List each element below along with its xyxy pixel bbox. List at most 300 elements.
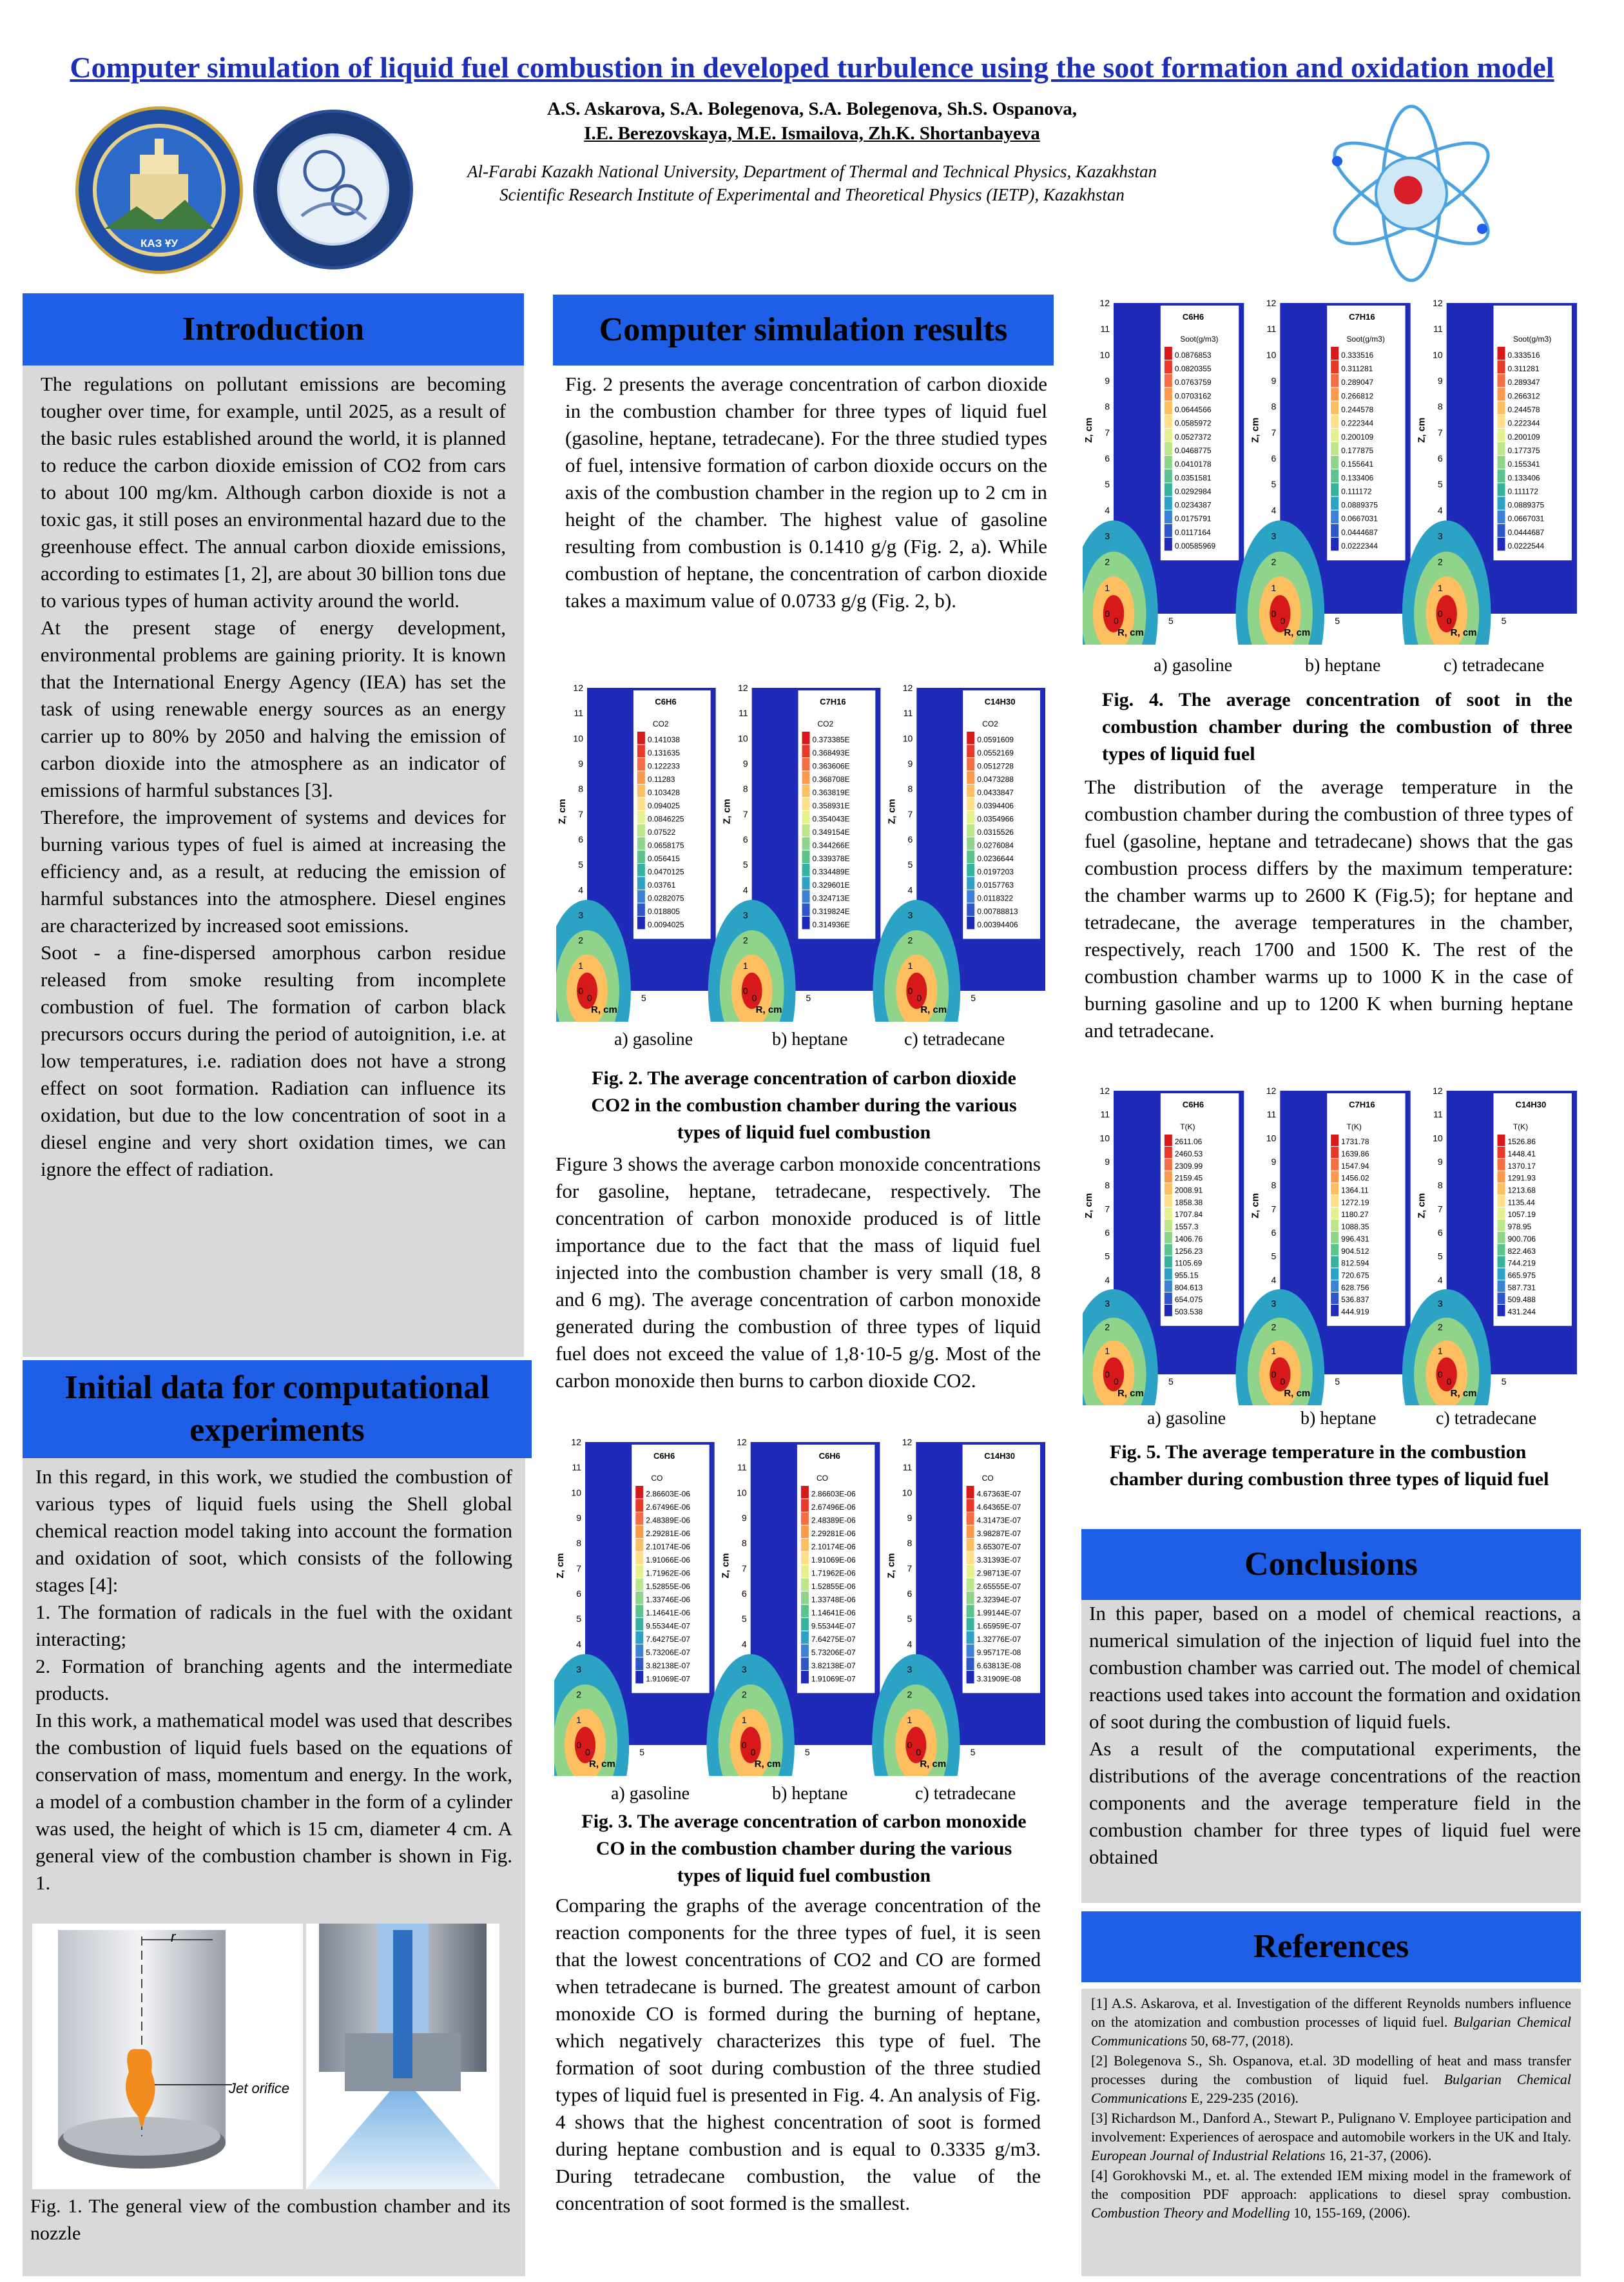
legend-swatch xyxy=(967,1565,974,1577)
y-tick-label: 5 xyxy=(1105,479,1110,490)
legend-swatch xyxy=(967,903,974,915)
legend-swatch xyxy=(1498,387,1505,400)
legend-swatch xyxy=(802,850,810,863)
legend-swatch xyxy=(1498,360,1505,373)
legend-level-label: 0.0470125 xyxy=(647,867,684,877)
contour-panel xyxy=(1236,298,1411,645)
legend-swatch xyxy=(1165,1232,1172,1243)
legend-level-label: 9.55344E-07 xyxy=(646,1621,690,1631)
x-tick-label: 0 xyxy=(1280,1376,1286,1387)
legend-level-label: 0.324713E xyxy=(812,893,850,903)
legend-level-label: 0.0889375 xyxy=(1507,500,1545,510)
y-tick-label: 7 xyxy=(1271,427,1277,438)
legend-level-label: 1.91069E-07 xyxy=(811,1674,856,1684)
y-tick-label: 11 xyxy=(1100,324,1110,335)
y-tick-label: 5 xyxy=(907,859,913,870)
y-tick-label: 12 xyxy=(902,1437,913,1447)
y-tick-label: 11 xyxy=(1433,1109,1443,1120)
legend-swatch xyxy=(967,877,974,889)
legend-level-label: 0.289047 xyxy=(1341,378,1374,387)
legend-swatch xyxy=(1331,1268,1339,1280)
legend-swatch xyxy=(1165,360,1172,373)
y-tick-label: 11 xyxy=(572,1462,581,1473)
x-tick-label: 5 xyxy=(1168,1376,1174,1387)
legend-swatch xyxy=(1331,347,1339,360)
legend-swatch xyxy=(801,1592,809,1604)
x-tick-label: 0 xyxy=(1114,1376,1119,1387)
legend-title: CO2 xyxy=(652,719,669,728)
y-tick-label: 4 xyxy=(576,1639,581,1650)
legend-level-label: 1.14641E-06 xyxy=(646,1608,690,1617)
legend-swatch xyxy=(1165,456,1172,469)
legend-level-label: 509.488 xyxy=(1507,1295,1536,1305)
y-tick-label: 12 xyxy=(1099,298,1110,308)
fig4-label-c: c) tetradecane xyxy=(1444,656,1545,676)
legend-level-label: 1.99144E-07 xyxy=(976,1608,1021,1617)
y-tick-label: 4 xyxy=(1271,505,1277,516)
legend-level-label: 0.0351581 xyxy=(1174,473,1212,483)
reference-3: [3] Richardson M., Danford A., Stewart P., Pulignano V. Employee participation and involvement: Experiences of aerospace and automobile workers in the UK and Italy. European Journal of Industrial Relations 16, 21-37, (2006). xyxy=(1091,2110,1571,2163)
y-tick-label: 4 xyxy=(578,884,583,895)
legend-level-label: 0.0444687 xyxy=(1341,527,1378,537)
y-tick-label: 8 xyxy=(1437,401,1443,412)
y-tick-label: 12 xyxy=(902,683,913,693)
y-tick-label: 3 xyxy=(907,910,913,921)
y-tick-label: 8 xyxy=(576,1537,581,1548)
legend-level-label: 4.67363E-07 xyxy=(976,1489,1021,1499)
y-tick-label: 10 xyxy=(1266,1133,1277,1144)
legend-level-label: 1.14641E-06 xyxy=(811,1608,856,1617)
legend-swatch xyxy=(1331,387,1339,400)
y-tick-label: 4 xyxy=(907,1639,913,1650)
x-tick-label: 5 xyxy=(1501,1376,1507,1387)
legend-title: CO xyxy=(651,1474,663,1483)
y-tick-label: 8 xyxy=(578,783,583,794)
y-tick-label: 6 xyxy=(1437,453,1443,463)
legend-level-label: 1291.93 xyxy=(1507,1173,1536,1183)
legend-level-label: 0.0175791 xyxy=(1174,514,1212,523)
legend-swatch xyxy=(1331,1280,1339,1292)
legend-level-label: 2.86603E-06 xyxy=(646,1489,690,1499)
legend-level-label: 0.363819E xyxy=(812,788,850,797)
y-tick-label: 0 xyxy=(741,1740,747,1750)
legend-level-label: 1057.19 xyxy=(1507,1210,1536,1220)
legend-level-label: 654.075 xyxy=(1174,1295,1203,1305)
y-tick-label: 3 xyxy=(1271,531,1277,541)
x-tick-label: 0 xyxy=(916,1747,922,1757)
y-tick-label: 12 xyxy=(1433,298,1443,308)
legend-level-label: 3.82138E-07 xyxy=(811,1661,856,1670)
legend-level-label: 0.0315526 xyxy=(977,827,1014,837)
legend-title: CO xyxy=(817,1474,829,1483)
legend-swatch xyxy=(1331,1305,1339,1316)
atom-icon xyxy=(1318,100,1505,287)
legend-swatch xyxy=(1331,469,1339,482)
legend-level-label: 2.29281E-06 xyxy=(811,1528,856,1538)
y-tick-label: 5 xyxy=(1437,479,1443,490)
legend-level-label: 3.31909E-08 xyxy=(976,1674,1021,1684)
legend-level-label: 2.67496E-06 xyxy=(646,1502,690,1512)
legend-swatch xyxy=(1498,1195,1505,1207)
legend-level-label: 0.222344 xyxy=(1341,418,1374,428)
y-tick-label: 1 xyxy=(742,960,748,971)
legend-level-label: 812.594 xyxy=(1341,1258,1369,1268)
legend-swatch xyxy=(635,1671,643,1683)
fig4-label-a: a) gasoline xyxy=(1154,656,1233,676)
legend-level-label: 0.289347 xyxy=(1507,378,1540,387)
legend-swatch xyxy=(635,1578,643,1590)
legend-swatch xyxy=(1165,347,1172,360)
y-tick-label: 5 xyxy=(1271,1251,1277,1262)
y-tick-label: 0 xyxy=(1105,609,1110,619)
legend-swatch xyxy=(967,917,974,929)
y-tick-label: 10 xyxy=(1266,349,1277,360)
contour-figure xyxy=(1083,1083,1582,1405)
legend-level-label: 0.155341 xyxy=(1507,460,1540,469)
panel-title: C14H30 xyxy=(984,1451,1015,1461)
legend-level-label: 0.311281 xyxy=(1507,364,1540,374)
y-tick-label: 9 xyxy=(741,1512,747,1523)
legend-swatch xyxy=(1498,1292,1505,1304)
y-tick-label: 7 xyxy=(578,808,583,819)
initial-paragraph-3: 2. Formation of branching agents and the intermediate products. xyxy=(35,1655,512,1704)
legend-level-label: 1731.78 xyxy=(1341,1137,1369,1147)
y-tick-label: 7 xyxy=(907,808,913,819)
references-body xyxy=(1081,1989,1581,2276)
legend-level-label: 5.73206E-07 xyxy=(811,1648,856,1657)
x-tick-label: 5 xyxy=(641,993,646,1003)
y-tick-label: 0 xyxy=(578,986,583,996)
legend-swatch xyxy=(1498,1256,1505,1268)
legend-swatch xyxy=(1331,1256,1339,1268)
x-tick-label: 5 xyxy=(639,1747,645,1757)
legend-level-label: 0.244578 xyxy=(1507,405,1540,414)
legend-swatch xyxy=(635,1644,643,1657)
y-tick-label: 12 xyxy=(1266,298,1277,308)
y-tick-label: 5 xyxy=(1105,1251,1110,1262)
fig2-caption-text: Fig. 2. The average concentration of carbon dioxide CO2 in the combustion chamber during the various types of liquid fuel combustion xyxy=(591,1068,1017,1143)
fig5-label-c: c) tetradecane xyxy=(1436,1409,1537,1429)
legend-swatch xyxy=(967,732,974,744)
y-tick-label: 0 xyxy=(742,986,748,996)
y-tick-label: 7 xyxy=(1437,427,1443,438)
panel-title: C7H16 xyxy=(1349,312,1375,322)
y-tick-label: 5 xyxy=(578,859,583,870)
y-tick-label: 7 xyxy=(741,1563,747,1574)
fig3-label-c: c) tetradecane xyxy=(915,1784,1016,1804)
x-tick-label: 0 xyxy=(587,993,592,1003)
legend-swatch xyxy=(802,732,810,744)
y-axis-label: Z, cm xyxy=(886,799,898,824)
y-tick-label: 5 xyxy=(1271,479,1277,490)
references-heading: References xyxy=(1253,1928,1409,1965)
legend-swatch xyxy=(802,771,810,783)
legend-swatch xyxy=(802,745,810,757)
legend-swatch xyxy=(967,824,974,836)
y-tick-label: 9 xyxy=(1105,375,1110,386)
legend-level-label: 1088.35 xyxy=(1341,1222,1369,1232)
legend-swatch xyxy=(801,1644,809,1657)
legend-level-label: 0.363606E xyxy=(812,761,850,771)
legend-level-label: 2.32394E-07 xyxy=(976,1595,1021,1604)
legend-swatch xyxy=(1331,524,1339,537)
x-axis-label: R, cm xyxy=(1117,627,1144,638)
y-tick-label: 6 xyxy=(742,834,748,844)
x-tick-label: 5 xyxy=(1168,616,1174,626)
x-tick-label: 0 xyxy=(1114,616,1119,626)
legend-level-label: 978.95 xyxy=(1507,1222,1532,1232)
legend-swatch xyxy=(1498,1135,1505,1146)
legend-level-label: 0.0222544 xyxy=(1507,541,1545,551)
y-tick-label: 8 xyxy=(1271,1180,1277,1191)
legend-level-label: 0.00788813 xyxy=(977,906,1018,916)
legend-level-label: 0.0658175 xyxy=(647,841,684,850)
panel-title: C7H16 xyxy=(1349,1100,1375,1109)
legend-swatch xyxy=(967,1618,974,1630)
legend-swatch xyxy=(635,1512,643,1525)
authors-line-2: I.E. Berezovskaya, M.E. Ismailova, Zh.K. Shortanbayeva xyxy=(584,123,1040,144)
legend-level-label: 1256.23 xyxy=(1174,1246,1203,1256)
fig1-chamber-drawing xyxy=(32,1924,303,2189)
legend-level-label: 0.133406 xyxy=(1341,473,1374,483)
y-tick-label: 12 xyxy=(737,1437,747,1447)
legend-swatch xyxy=(1165,1195,1172,1207)
legend-swatch xyxy=(801,1539,809,1551)
legend-swatch xyxy=(1498,1268,1505,1280)
university-logo-text: КАЗ ҰУ xyxy=(140,237,179,249)
legend-level-label: 3.31393E-07 xyxy=(976,1555,1021,1565)
legend-level-label: 1364.11 xyxy=(1341,1185,1369,1195)
fig5-label-b: b) heptane xyxy=(1300,1409,1377,1429)
legend-title: T(K) xyxy=(1513,1122,1529,1131)
legend-swatch xyxy=(635,1592,643,1604)
legend-swatch xyxy=(801,1486,809,1498)
y-tick-label: 10 xyxy=(1433,349,1443,360)
legend-swatch xyxy=(1165,497,1172,510)
legend-swatch xyxy=(967,1657,974,1670)
fig2-label-b: b) heptane xyxy=(772,1029,848,1049)
y-tick-label: 6 xyxy=(907,1588,913,1599)
y-axis-label: Z, cm xyxy=(1250,1193,1261,1218)
legend-swatch xyxy=(1165,1135,1172,1146)
legend-level-label: 1.33746E-06 xyxy=(646,1595,690,1604)
y-tick-label: 1 xyxy=(907,960,913,971)
initial-paragraph-2: 1. The formation of radicals in the fuel with the oxidant interacting; xyxy=(35,1601,512,1650)
legend-swatch xyxy=(637,917,645,929)
legend-level-label: 0.00394406 xyxy=(977,920,1018,930)
legend-level-label: 431.244 xyxy=(1507,1307,1536,1317)
x-axis-label: R, cm xyxy=(1117,1388,1144,1399)
y-tick-label: 9 xyxy=(1105,1156,1110,1167)
legend-level-label: 5.73206E-07 xyxy=(646,1648,690,1657)
y-tick-label: 6 xyxy=(1271,1227,1277,1238)
legend-level-label: 1.65959E-07 xyxy=(976,1621,1021,1631)
legend-swatch xyxy=(1165,402,1172,414)
legend-swatch xyxy=(1498,347,1505,360)
legend-level-label: 1105.69 xyxy=(1174,1258,1203,1268)
legend-level-label: 0.111172 xyxy=(1341,487,1372,496)
contour-panel xyxy=(1236,1086,1411,1405)
legend-swatch xyxy=(1498,483,1505,496)
y-tick-label: 1 xyxy=(907,1714,913,1725)
legend-swatch xyxy=(967,785,974,797)
legend-level-label: 9.55344E-07 xyxy=(811,1621,856,1631)
legend-swatch xyxy=(1331,1147,1339,1158)
legend-level-label: 0.0234387 xyxy=(1174,500,1212,510)
y-tick-label: 10 xyxy=(1433,1133,1443,1144)
legend-swatch xyxy=(801,1657,809,1670)
legend-swatch xyxy=(1165,1207,1172,1219)
legend-level-label: 1.52855E-06 xyxy=(646,1581,690,1591)
fig4-soot-charts xyxy=(1083,295,1582,645)
legend-swatch xyxy=(801,1578,809,1590)
y-tick-label: 5 xyxy=(742,859,748,870)
legend-level-label: 0.0197203 xyxy=(977,867,1014,877)
legend-level-label: 0.334489E xyxy=(812,867,850,877)
y-axis-label: Z, cm xyxy=(1416,417,1427,443)
legend-swatch xyxy=(1165,374,1172,387)
fig2-label-c: c) tetradecane xyxy=(904,1029,1005,1049)
legend-level-label: 0.0703162 xyxy=(1174,391,1212,401)
y-tick-label: 2 xyxy=(742,935,748,946)
y-tick-label: 11 xyxy=(1100,1109,1110,1120)
y-axis-label: Z, cm xyxy=(555,1553,566,1579)
legend-level-label: 2159.45 xyxy=(1174,1173,1203,1183)
legend-level-label: 1707.84 xyxy=(1174,1210,1203,1220)
legend-swatch xyxy=(1498,374,1505,387)
legend-swatch xyxy=(637,745,645,757)
y-axis-label: Z, cm xyxy=(720,1553,731,1579)
legend-level-label: 1.91066E-06 xyxy=(646,1555,690,1565)
legend-level-label: 0.018805 xyxy=(647,906,680,916)
legend-level-label: 2460.53 xyxy=(1174,1149,1203,1158)
y-tick-label: 7 xyxy=(1105,1204,1110,1214)
legend-swatch xyxy=(1165,1171,1172,1183)
legend-level-label: 1272.19 xyxy=(1341,1198,1369,1207)
legend-level-label: 0.0094025 xyxy=(647,920,684,930)
legend-level-label: 1180.27 xyxy=(1341,1210,1369,1220)
y-tick-label: 2 xyxy=(1271,556,1277,567)
fig3-caption-text: Fig. 3. The average concentration of carbon monoxide CO in the combustion chamber during the various types of liquid fuel combustion xyxy=(581,1811,1027,1886)
legend-swatch xyxy=(1331,442,1339,455)
authors xyxy=(361,97,1263,146)
y-tick-label: 6 xyxy=(1271,453,1277,463)
legend-level-label: 0.0527372 xyxy=(1174,432,1212,442)
legend-swatch xyxy=(635,1499,643,1511)
legend-level-label: 0.155641 xyxy=(1341,460,1374,469)
results-paragraph-1: Fig. 2 presents the average concentration of carbon dioxide in the combustion chamber for three types of liquid fuel (gasoline, heptane, tetradecane). For the three studied types of fuel, intensive formation of carbon dioxide occurs on the axis of the combustion chamber in the region up to 2 cm in height of the chamber. The highest value of gasoline resulting from combustion is 0.1410 g/g (Fig. 2, a). While combustion of heptane, the concentration of carbon dioxide takes a maximum value of 0.0733 g/g (Fig. 2, b). xyxy=(565,373,1047,612)
y-tick-label: 11 xyxy=(1433,324,1443,335)
y-tick-label: 2 xyxy=(907,1689,913,1700)
legend-title: Soot(g/m3) xyxy=(1180,335,1219,344)
legend-swatch xyxy=(1331,483,1339,496)
x-tick-label: 0 xyxy=(1446,616,1452,626)
x-tick-label: 0 xyxy=(751,993,757,1003)
fig1-caption: Fig. 1. The general view of the combustion chamber and its nozzle xyxy=(30,2196,510,2244)
conclusions-paragraph-2: As a result of the computational experiments, the distributions of the average concentrations of the reaction components and the average temperature field in the combustion chamber for three types of liquid fuel were obtained xyxy=(1089,1737,1581,1868)
legend-level-label: 0.0889375 xyxy=(1341,500,1378,510)
y-tick-label: 1 xyxy=(1271,582,1277,593)
legend-level-label: 0.0552169 xyxy=(977,748,1014,757)
x-tick-label: 5 xyxy=(1501,616,1507,626)
legend-swatch xyxy=(801,1525,809,1537)
y-tick-label: 7 xyxy=(1271,1204,1277,1214)
y-tick-label: 0 xyxy=(576,1740,581,1750)
legend-swatch xyxy=(635,1618,643,1630)
y-tick-label: 2 xyxy=(576,1689,581,1700)
legend-swatch xyxy=(1498,469,1505,482)
legend-swatch xyxy=(1331,1207,1339,1219)
legend-swatch xyxy=(635,1552,643,1564)
y-tick-label: 9 xyxy=(1271,375,1277,386)
legend-level-label: 0.368708E xyxy=(812,774,850,784)
legend-swatch xyxy=(802,837,810,850)
initial-paragraph-4: In this work, a mathematical model was used that describes the combustion of liquid fuels based on the equations of conservation of mass, momentum and energy. In the work, a model of a combustion chamber in the form of a cylinder was used, the height of which is 15 cm, diameter 4 cm. A general view of the combustion chamber is shown in Fig. 1. xyxy=(35,1709,512,1894)
y-tick-label: 6 xyxy=(907,834,913,844)
fig3-co-charts xyxy=(554,1434,1050,1776)
legend-swatch xyxy=(1498,511,1505,523)
contour-panel xyxy=(706,1437,880,1776)
fig1-nozzle-drawing xyxy=(306,1924,499,2189)
legend-swatch xyxy=(967,1552,974,1564)
legend-swatch xyxy=(967,850,974,863)
legend-swatch xyxy=(802,811,810,823)
y-tick-label: 7 xyxy=(1437,1204,1443,1214)
legend-level-label: 0.0276084 xyxy=(977,841,1014,850)
legend-level-label: 1.71962E-06 xyxy=(646,1568,690,1578)
y-tick-label: 2 xyxy=(741,1689,747,1700)
y-tick-label: 8 xyxy=(1271,401,1277,412)
legend-level-label: 0.0394406 xyxy=(977,801,1014,810)
legend-level-label: 0.0444687 xyxy=(1507,527,1545,537)
y-tick-label: 1 xyxy=(1437,1345,1443,1356)
legend-swatch xyxy=(967,1644,974,1657)
legend-level-label: 0.131635 xyxy=(647,748,680,757)
legend-level-label: 503.538 xyxy=(1174,1307,1203,1317)
legend-swatch xyxy=(802,758,810,770)
legend-level-label: 1.32776E-07 xyxy=(976,1634,1021,1644)
legend-swatch xyxy=(1331,1232,1339,1243)
reference-2: [2] Bolegenova S., Sh. Ospanova, et.al. 3D modelling of heat and mass transfer processes during the combustion of liquid fuel. Bulgarian Chemical Communications E, 229-235 (2016). xyxy=(1091,2053,1571,2106)
legend-swatch xyxy=(1498,415,1505,428)
legend-level-label: 0.0157763 xyxy=(977,880,1014,890)
legend-level-label: 0.368493E xyxy=(812,748,850,757)
y-tick-label: 5 xyxy=(907,1614,913,1624)
legend-swatch xyxy=(637,811,645,823)
legend-swatch xyxy=(967,1539,974,1551)
legend-title: T(K) xyxy=(1180,1122,1195,1131)
y-tick-label: 1 xyxy=(1437,582,1443,593)
legend-swatch xyxy=(1165,1280,1172,1292)
initial-heading-line-1: Initial data for computational xyxy=(64,1369,490,1406)
legend-swatch xyxy=(801,1552,809,1564)
y-tick-label: 2 xyxy=(578,935,583,946)
legend-swatch xyxy=(967,1486,974,1498)
conclusions-paragraph-1: In this paper, based on a model of chemical reactions, a numerical simulation of the injection of liquid fuel into the combustion chamber was carried out. The model of chemical reactions used takes into account the formation and oxidation of soot during the combustion of liquid fuels. xyxy=(1089,1602,1581,1733)
fig4-label-b: b) heptane xyxy=(1305,656,1381,676)
y-tick-label: 5 xyxy=(576,1614,581,1624)
legend-swatch xyxy=(637,837,645,850)
legend-swatch xyxy=(967,1671,974,1683)
contour-panel xyxy=(873,683,1045,1022)
legend-swatch xyxy=(1498,1183,1505,1195)
legend-level-label: 1.91069E-07 xyxy=(646,1674,690,1684)
y-tick-label: 4 xyxy=(907,884,913,895)
x-tick-label: 5 xyxy=(806,993,811,1003)
legend-level-label: 0.311281 xyxy=(1341,364,1373,374)
legend-level-label: 536.837 xyxy=(1341,1295,1369,1305)
initial-data-header xyxy=(23,1360,532,1458)
